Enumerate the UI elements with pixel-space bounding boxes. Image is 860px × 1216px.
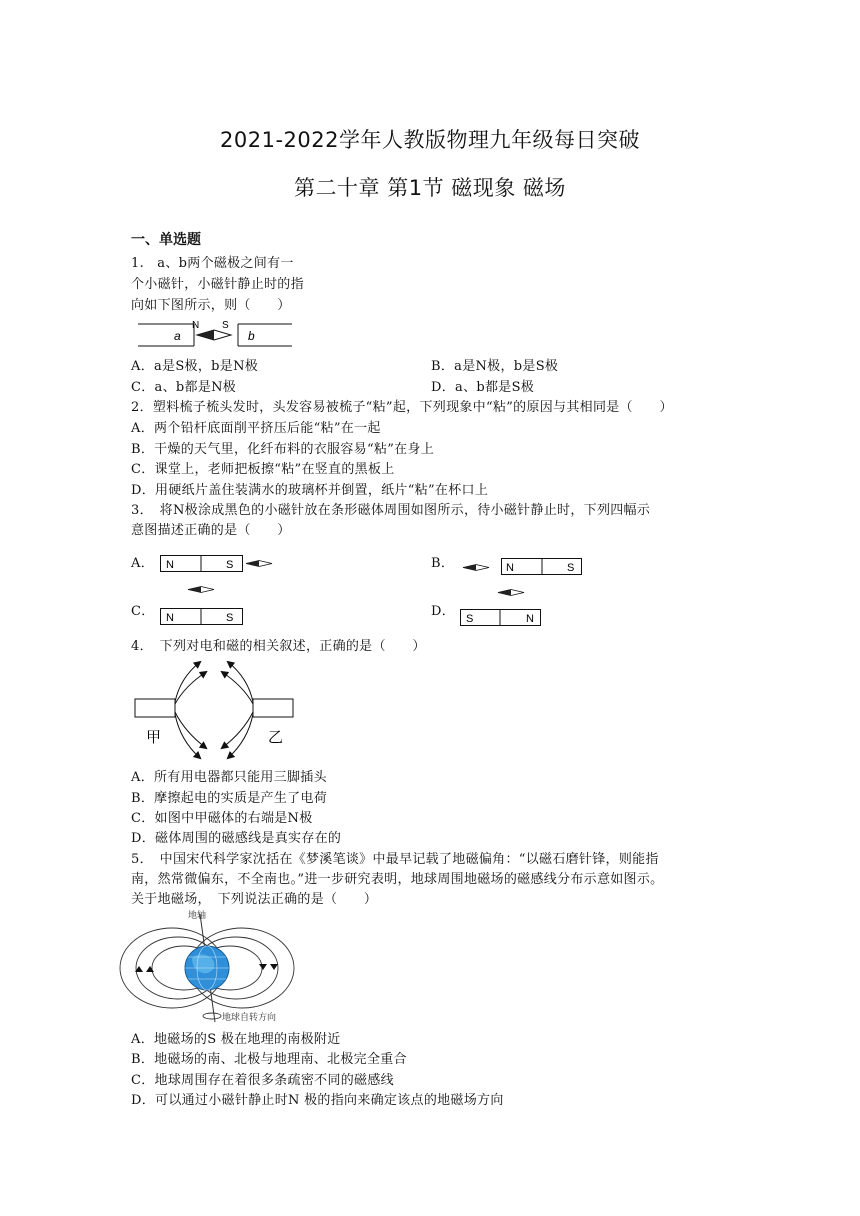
q1-stem-line-2: 个小磁针，小磁针静止时的指 xyxy=(131,277,304,292)
q4-option-c: C．如图中甲磁体的右端是N极 xyxy=(131,811,313,826)
q3-d-left-pole: S xyxy=(466,613,474,625)
q3-b-right-pole: S xyxy=(567,562,575,574)
document-title: 2021-2022学年人教版物理九年级每日突破 xyxy=(220,128,640,152)
q3-c-right-pole: S xyxy=(226,612,234,624)
section-heading: 一、单选题 xyxy=(131,232,201,248)
q4-stem: 4． 下列对电和磁的相关叙述，正确的是（ ） xyxy=(131,639,426,654)
q4-option-a: A．所有用电器都只能用三脚插头 xyxy=(131,770,327,785)
q5-stem-line-3: 关于地磁场， 下列说法正确的是（ ） xyxy=(131,892,378,907)
document-subtitle: 第二十章 第1节 磁现象 磁场 xyxy=(294,176,566,200)
q5-rotation-label: 地球自转方向 xyxy=(222,1012,277,1022)
q1-stem-line-1: 1. a、b两个磁极之间有一 xyxy=(131,256,294,271)
q1-pole-b-label: b xyxy=(248,329,255,343)
q3-figure-b xyxy=(460,554,590,604)
q3-label-b: B． xyxy=(431,556,455,571)
q3-stem-line-2: 意图描述正确的是（ ） xyxy=(131,523,291,538)
q3-a-right-pole: S xyxy=(226,559,234,571)
q1-option-a: A．a是S极，b是N极 xyxy=(131,359,259,374)
q1-option-c: C．a、b都是N极 xyxy=(131,380,237,395)
q5-earth-field-figure xyxy=(130,908,290,1032)
q5-axis-label: 地轴 xyxy=(188,910,207,920)
q1-option-b: B．a是N极，b是S极 xyxy=(431,359,559,374)
q4-option-d: D．磁体周围的磁感线是真实存在的 xyxy=(131,831,342,846)
q3-d-right-pole: N xyxy=(526,613,534,625)
q2-option-b: B．干燥的天气里，化纤布料的衣服容易“粘”在身上 xyxy=(131,442,435,457)
q3-b-left-pole: N xyxy=(506,562,514,574)
q5-option-c: C．地球周围存在着很多条疏密不同的磁感线 xyxy=(131,1073,394,1088)
q4-option-b: B．摩擦起电的实质是产生了电荷 xyxy=(131,791,328,806)
q2-stem: 2．塑料梳子梳头发时，头发容易被梳子“粘”起，下列现象中“粘”的原因与其相同是（ ） xyxy=(131,400,673,415)
q1-pole-a-label: a xyxy=(174,329,181,343)
q1-figure xyxy=(130,318,300,352)
q3-a-left-pole: N xyxy=(166,559,174,571)
q5-option-b: B．地磁场的南、北极与地理南、北极完全重合 xyxy=(131,1052,407,1067)
q3-label-a: A． xyxy=(131,556,154,571)
q3-stem-line-1: 3． 将N极涂成黑色的小磁针放在条形磁体周围如图所示，待小磁针静止时，下列四幅示 xyxy=(131,503,651,518)
q3-c-left-pole: N xyxy=(166,612,174,624)
q3-figure-d xyxy=(460,605,550,631)
q3-figure-c xyxy=(160,604,250,630)
q2-option-a: A．两个铅杆底面削平挤压后能“粘”在一起 xyxy=(131,421,381,436)
q1-stem-line-3: 向如下图所示，则（ ） xyxy=(131,298,291,313)
q4-figure xyxy=(130,658,300,774)
q3-label-c: C． xyxy=(131,604,155,619)
q5-stem-line-1: 5． 中国宋代科学家沈括在《梦溪笔谈》中最早记载了地磁偏角：“以磁石磨针锋，则能指 xyxy=(131,852,659,867)
q3-figure-a xyxy=(160,551,280,601)
q1-needle-n-label: N xyxy=(192,320,200,331)
q4-label-yi: 乙 xyxy=(268,729,284,746)
q2-option-d: D．用硬纸片盖住装满水的玻璃杯并倒置，纸片“粘”在杯口上 xyxy=(131,483,489,498)
q1-option-d: D．a、b都是S极 xyxy=(431,380,535,395)
q5-stem-line-2: 南，然常微偏东，不全南也。”进一步研究表明，地球周围地磁场的磁感线分布示意如图示。 xyxy=(131,872,664,887)
q1-needle-s-label: S xyxy=(222,320,229,331)
q5-option-a: A．地磁场的S 极在地理的南极附近 xyxy=(131,1032,341,1047)
q4-label-jia: 甲 xyxy=(146,729,162,746)
q5-option-d: D．可以通过小磁针静止时N 极的指向来确定该点的地磁场方向 xyxy=(131,1093,504,1108)
q3-label-d: D． xyxy=(431,604,456,619)
q2-option-c: C．课堂上，老师把板擦“粘”在竖直的黑板上 xyxy=(131,462,395,477)
